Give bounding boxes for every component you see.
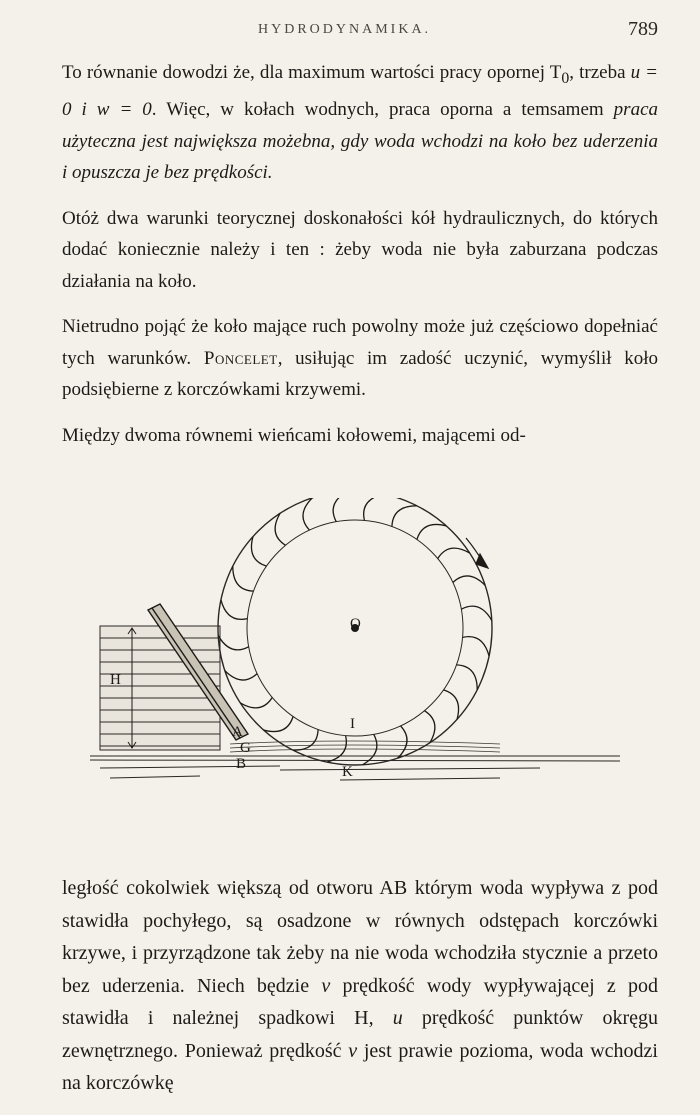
wheel-bucket xyxy=(221,600,248,620)
wheel-bucket xyxy=(463,637,490,657)
author-name: Poncelet xyxy=(203,347,278,369)
body-text-top xyxy=(62,57,658,451)
label-O: O xyxy=(350,616,361,632)
wheel-bucket xyxy=(333,498,347,522)
subscript-zero: 0 xyxy=(561,69,570,87)
wheel-bucket xyxy=(457,665,478,690)
italic-conclusion: praca użyteczna jest największa możebna, gdy woda wchodzi na koło bez uderzenia i opuszcza je bez prędkości. xyxy=(62,99,658,184)
paragraph-3: Nietrudno pojąć że koło mające ruch powolny może już częściowo dopełniać tych warunków. Poncelet, usiłując im zadość uczynić, wymyślił koło podsiębierne z korczówkami krzywemi. xyxy=(62,316,659,401)
wheel-bucket xyxy=(233,566,254,591)
wheel-bucket xyxy=(364,498,384,520)
wheel-bucket xyxy=(398,726,407,758)
label-A: A xyxy=(232,724,243,740)
paragraph-1: To równanie dowodzi że, dla maximum wartości pracy opornej $T_0$, trzeba u = 0 i w = 0. Więc, w kołach wodnych, praca oporna a temsamem praca użyteczna jest największa możebna, gdy woda wchodzi na koło bez uderzenia i opuszcza je bez prędkości. xyxy=(62,62,658,184)
wheel-bucket xyxy=(275,513,285,545)
page-number: 789 xyxy=(628,18,658,40)
wheel-bucket xyxy=(444,690,459,720)
wheel-bucket xyxy=(251,537,266,567)
ground-hatching xyxy=(90,756,620,780)
label-G: G xyxy=(240,740,251,756)
paragraph-2: Otóż dwa warunki teorycznej doskonałości kół hydraulicznych, do których dodać koniecznie należy i ten : żeby woda nie była zaburzana podczas działania na koło. xyxy=(62,207,658,292)
running-title: HYDRODYNAMIKA. xyxy=(258,22,432,37)
symbol-v-2: v xyxy=(348,1039,358,1062)
paragraph-4: Między dwoma równemi wieńcami kołowemi, mającemi od- xyxy=(62,424,526,446)
wheel-bucket xyxy=(264,717,294,732)
water-wheel-figure xyxy=(80,498,640,798)
wheel-bucket xyxy=(303,498,312,530)
label-K: K xyxy=(342,764,353,780)
label-I: I xyxy=(350,716,355,732)
label-H: H xyxy=(110,672,121,688)
symbol-v: v xyxy=(321,974,331,997)
wheel-bucket xyxy=(453,576,485,585)
wheel-bucket xyxy=(225,671,257,680)
water-wheel-engraving xyxy=(80,498,640,798)
wheel-bucket xyxy=(240,697,272,707)
wheel-bucket xyxy=(392,506,417,527)
wheel-bucket xyxy=(218,636,248,650)
wheel-bucket xyxy=(461,606,491,620)
wheel-bucket xyxy=(424,711,434,743)
symbol-u: u xyxy=(392,1007,403,1029)
wheel-bucket xyxy=(417,524,447,539)
page-header xyxy=(0,18,700,48)
equation: u = 0 i w = 0 xyxy=(62,62,658,121)
wheel-bucket xyxy=(293,730,318,751)
body-text-bottom xyxy=(62,872,658,1100)
water-stream xyxy=(230,741,500,752)
paragraph-5: ległość cokolwiek większą od otworu AB którym woda wypływa z pod stawidła pochyłego, są osadzone w równych odstępach korczówki krzywe, i przyrządzone tak żeby na nie woda wchodziła stycznie a przeto bez uderzenia. Niech będzie v prędkość wody wypływającej z pod stawidła i należnej spadkowi H, u prędkość punktów okręgu zewnętrznego. Ponieważ prędkość v jest prawie pozioma, woda wchodzi na korczówkę xyxy=(62,877,658,1094)
label-B: B xyxy=(236,756,247,772)
wheel-bucket xyxy=(438,548,470,558)
